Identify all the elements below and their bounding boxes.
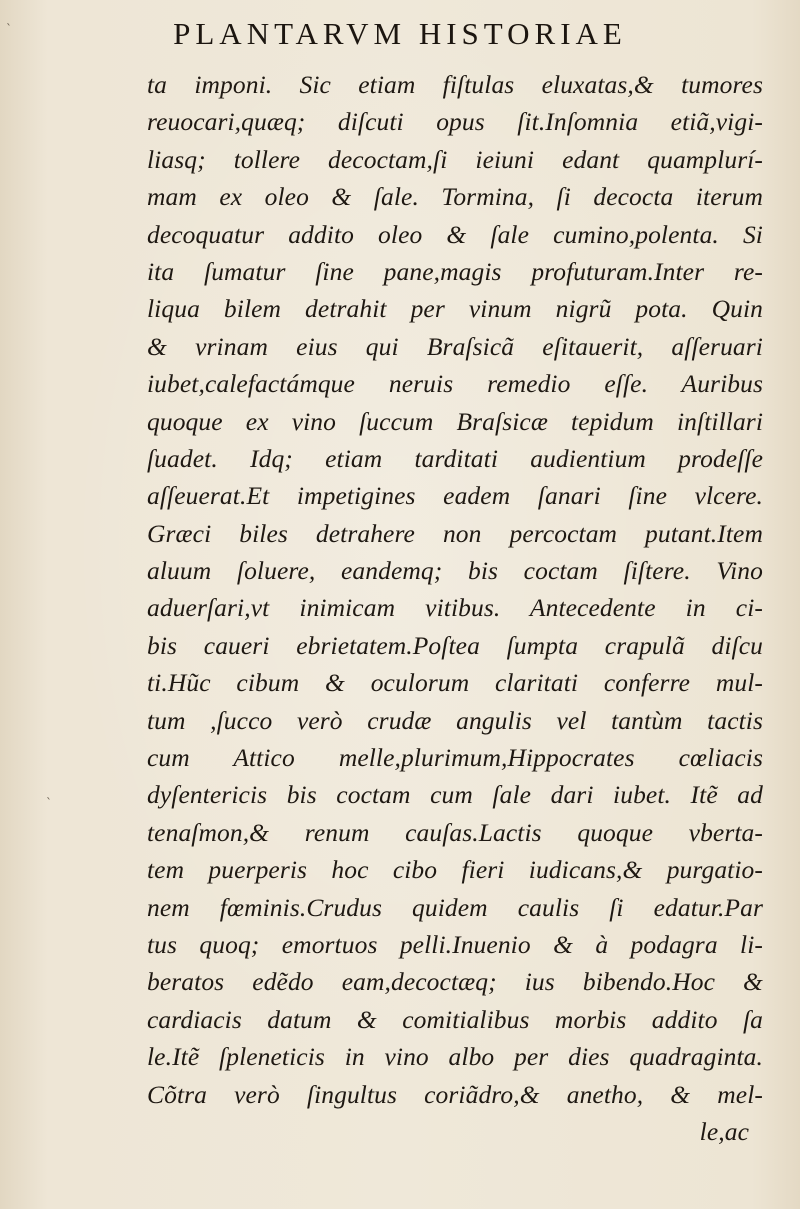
text-line: decoquatur addito oleo & ſale cumino,polenta. Si — [147, 219, 763, 249]
text-line: iubet,calefactámque neruis remedio eſſe. Auribus — [147, 369, 763, 399]
text-line: ita ſumatur ſine pane,magis profuturam.Inter re- — [147, 256, 763, 286]
text-line: tem puerperis hoc cibo fieri iudicans,& purgatio- — [147, 855, 763, 885]
text-line: bis caueri ebrietatem.Poſtea ſumpta crapulã diſcu — [147, 630, 763, 660]
text-line: reuocari,quæq; diſcuti opus ſit.Inſomnia etiã,vigi- — [147, 107, 763, 137]
text-line: aſſeuerat.Et impetigines eadem ſanari ſine vlcere. — [147, 481, 763, 511]
text-line: liasq; tollere decoctam,ſi ieiuni edant quamplurí- — [147, 144, 763, 174]
text-line: ſuadet. Idq; etiam tarditati audientium prodeſſe — [147, 443, 763, 473]
text-line: & vrinam eius qui Braſsicã eſitauerit, aſſeruari — [147, 331, 763, 361]
text-line: cum Attico melle,plurimum,Hippocrates cœliacis — [147, 743, 763, 773]
text-line: tus quoq; emortuos pelli.Inuenio & à podagra li- — [147, 929, 763, 959]
text-line: quoque ex vino ſuccum Braſsicæ tepidum inſtillari — [147, 406, 763, 436]
text-line: Græci biles detrahere non percoctam putant.Item — [147, 518, 763, 548]
text-line: nem fœminis.Crudus quidem caulis ſi edatur.Par — [147, 892, 763, 922]
text-line: le.Itẽ ſpleneticis in vino albo per dies quadraginta. — [147, 1042, 763, 1072]
text-line: Cõtra verò ſingultus coriãdro,& anetho, & mel- — [147, 1079, 763, 1109]
text-line: tum ,ſucco verò crudæ angulis vel tantùm tactis — [147, 705, 763, 735]
text-line: ti.Hũc cibum & oculorum claritati conferre mul- — [147, 668, 763, 698]
margin-speck: ˋ — [6, 22, 12, 36]
running-head: PLANTARVM HISTORIAE — [173, 16, 627, 51]
text-line: beratos edẽdo eam,decoctæq; ius bibendo.Hoc & — [147, 967, 763, 997]
text-line: aluum ſoluere, eandemq; bis coctam ſiſtere. Vino — [147, 556, 763, 586]
text-line: liqua bilem detrahit per vinum nigrũ pota. Quin — [147, 294, 763, 324]
text-line: tenaſmon,& renum cauſas.Lactis quoque vberta- — [147, 817, 763, 847]
text-line: ta imponi. Sic etiam fiſtulas eluxatas,& tumores — [147, 70, 763, 99]
text-line: aduerſari,vt inimicam vitibus. Antecedente in ci- — [147, 593, 763, 623]
body-text — [147, 66, 763, 1186]
text-line: cardiacis datum & comitialibus morbis addito ſa — [147, 1004, 763, 1034]
catchword: le,ac — [699, 1116, 749, 1146]
text-line: dyſentericis bis coctam cum ſale dari iubet. Itẽ ad — [147, 780, 763, 810]
text-line: mam ex oleo & ſale. Tormina, ſi decocta iterum — [147, 182, 763, 212]
margin-speck: ˋ — [46, 796, 52, 810]
